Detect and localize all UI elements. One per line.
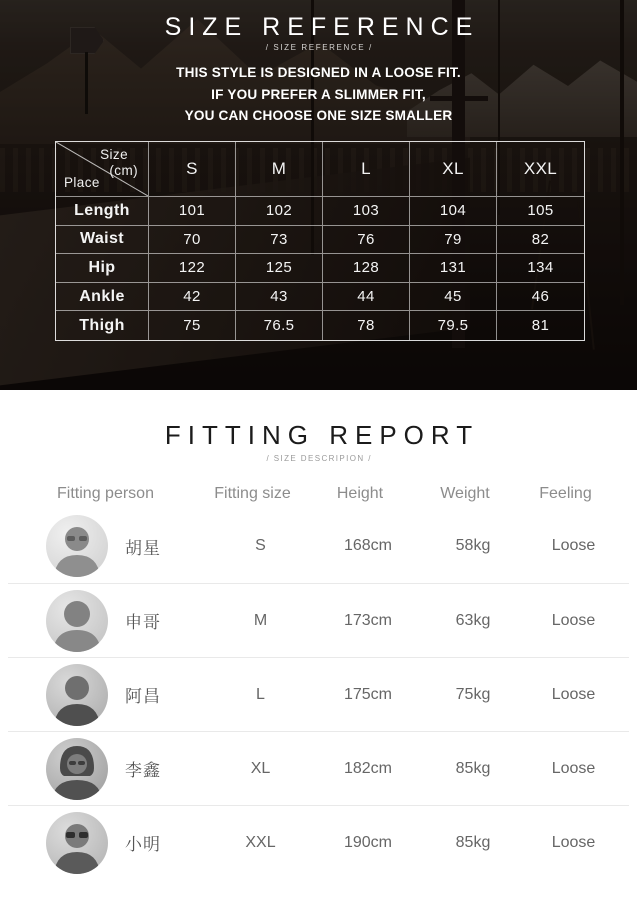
size-value: 44 xyxy=(323,283,410,312)
size-row-label: Thigh xyxy=(56,311,149,340)
fitting-table-row xyxy=(8,583,629,657)
size-reference-hero xyxy=(0,0,637,390)
size-value: 105 xyxy=(497,197,584,226)
height-value: 173cm xyxy=(343,611,393,629)
size-value: 70 xyxy=(149,226,236,255)
size-value: 103 xyxy=(323,197,410,226)
feeling-value: Loose xyxy=(551,685,596,703)
size-col-header: L xyxy=(323,142,410,197)
size-value: 82 xyxy=(497,226,584,255)
size-value: 78 xyxy=(323,311,410,340)
fitter-cell xyxy=(8,738,203,800)
size-row-label: Length xyxy=(56,197,149,226)
fitting-table-row xyxy=(8,731,629,805)
size-value: 79 xyxy=(410,226,497,255)
avatar-photo xyxy=(46,738,108,800)
fitting-table-row xyxy=(8,657,629,731)
feeling-value: Loose xyxy=(551,611,596,629)
height-value: 175cm xyxy=(343,685,393,703)
weight-value: 63kg xyxy=(455,611,491,629)
fitter-name: 李鑫 xyxy=(125,761,161,780)
size-col-header: S xyxy=(149,142,236,197)
avatar-photo xyxy=(46,812,108,874)
fitting-report-title: FITTING REPORT xyxy=(164,420,480,450)
column-header-fitting-size: Fitting size xyxy=(214,485,291,502)
fitting-size-value: L xyxy=(256,685,265,703)
weight-value: 58kg xyxy=(455,537,491,554)
height-value: 190cm xyxy=(343,833,393,851)
height-value: 182cm xyxy=(343,759,393,777)
size-value: 76 xyxy=(323,226,410,255)
column-header-feeling: Feeling xyxy=(539,485,592,502)
weight-value: 85kg xyxy=(455,759,491,777)
size-value: 128 xyxy=(323,254,410,283)
column-header-weight: Weight xyxy=(440,485,490,502)
size-reference-title: SIZE REFERENCE xyxy=(164,13,480,41)
size-value: 134 xyxy=(497,254,584,283)
weight-value: 85kg xyxy=(455,833,491,851)
feeling-value: Loose xyxy=(551,833,596,851)
corner-unit-label: (cm) xyxy=(109,163,138,178)
size-row-label: Ankle xyxy=(56,283,149,312)
corner-size-label: Size xyxy=(100,147,128,162)
size-value: 76.5 xyxy=(236,311,323,340)
fitter-name: 胡星 xyxy=(125,538,161,558)
size-value: 75 xyxy=(149,311,236,340)
fit-description xyxy=(10,62,628,127)
size-value: 42 xyxy=(149,283,236,312)
size-chart-corner-cell xyxy=(56,142,149,197)
fitter-name: 小明 xyxy=(125,835,161,854)
fitter-cell xyxy=(8,812,203,874)
fitting-size-value: M xyxy=(253,611,268,629)
size-reference-subtitle: / SIZE REFERENCE / xyxy=(265,43,373,52)
size-value: 104 xyxy=(410,197,497,226)
size-row-label: Waist xyxy=(56,226,149,255)
size-value: 122 xyxy=(149,254,236,283)
fitting-table-row xyxy=(8,805,629,879)
feeling-value: Loose xyxy=(551,759,596,777)
weight-value: 75kg xyxy=(455,685,491,703)
avatar-photo xyxy=(46,515,108,577)
column-header-height: Height xyxy=(336,485,384,502)
size-col-header: M xyxy=(236,142,323,197)
fitter-cell xyxy=(8,590,203,652)
fitter-name: 阿昌 xyxy=(125,687,161,706)
avatar-photo xyxy=(46,590,108,652)
size-value: 125 xyxy=(236,254,323,283)
fitter-name: 申哥 xyxy=(125,613,161,632)
column-header-fitting-person: Fitting person xyxy=(57,485,154,502)
size-value: 102 xyxy=(236,197,323,226)
corner-place-label: Place xyxy=(64,175,100,190)
fitting-size-value: S xyxy=(255,537,266,554)
fitting-size-value: XXL xyxy=(245,833,276,851)
size-col-header: XL xyxy=(410,142,497,197)
fitting-table-row xyxy=(8,509,629,583)
size-value: 46 xyxy=(497,283,584,312)
size-value: 101 xyxy=(149,197,236,226)
avatar-photo xyxy=(46,664,108,726)
fitting-report-section xyxy=(0,390,637,914)
size-value: 73 xyxy=(236,226,323,255)
fitting-table-header xyxy=(0,485,637,503)
fitter-cell xyxy=(8,515,203,577)
fitter-cell xyxy=(8,664,203,726)
fit-description-line: THIS STYLE IS DESIGNED IN A LOOSE FIT. xyxy=(176,64,461,80)
feeling-value: Loose xyxy=(551,537,596,554)
size-chart-table xyxy=(55,141,585,341)
size-value: 79.5 xyxy=(410,311,497,340)
fitting-table-body xyxy=(8,509,629,879)
height-value: 168cm xyxy=(343,537,393,554)
fitting-size-value: XL xyxy=(250,759,271,777)
size-value: 43 xyxy=(236,283,323,312)
fit-description-line: IF YOU PREFER A SLIMMER FIT, xyxy=(211,85,426,102)
size-value: 45 xyxy=(410,283,497,312)
fitting-report-subtitle: / SIZE DESCRIPION / xyxy=(266,454,372,463)
size-value: 131 xyxy=(410,254,497,283)
size-value: 81 xyxy=(531,317,550,335)
size-col-header: XXL xyxy=(497,142,584,197)
fit-description-line: YOU CAN CHOOSE ONE SIZE SMALLER xyxy=(184,107,453,123)
size-row-label: Hip xyxy=(56,254,149,283)
